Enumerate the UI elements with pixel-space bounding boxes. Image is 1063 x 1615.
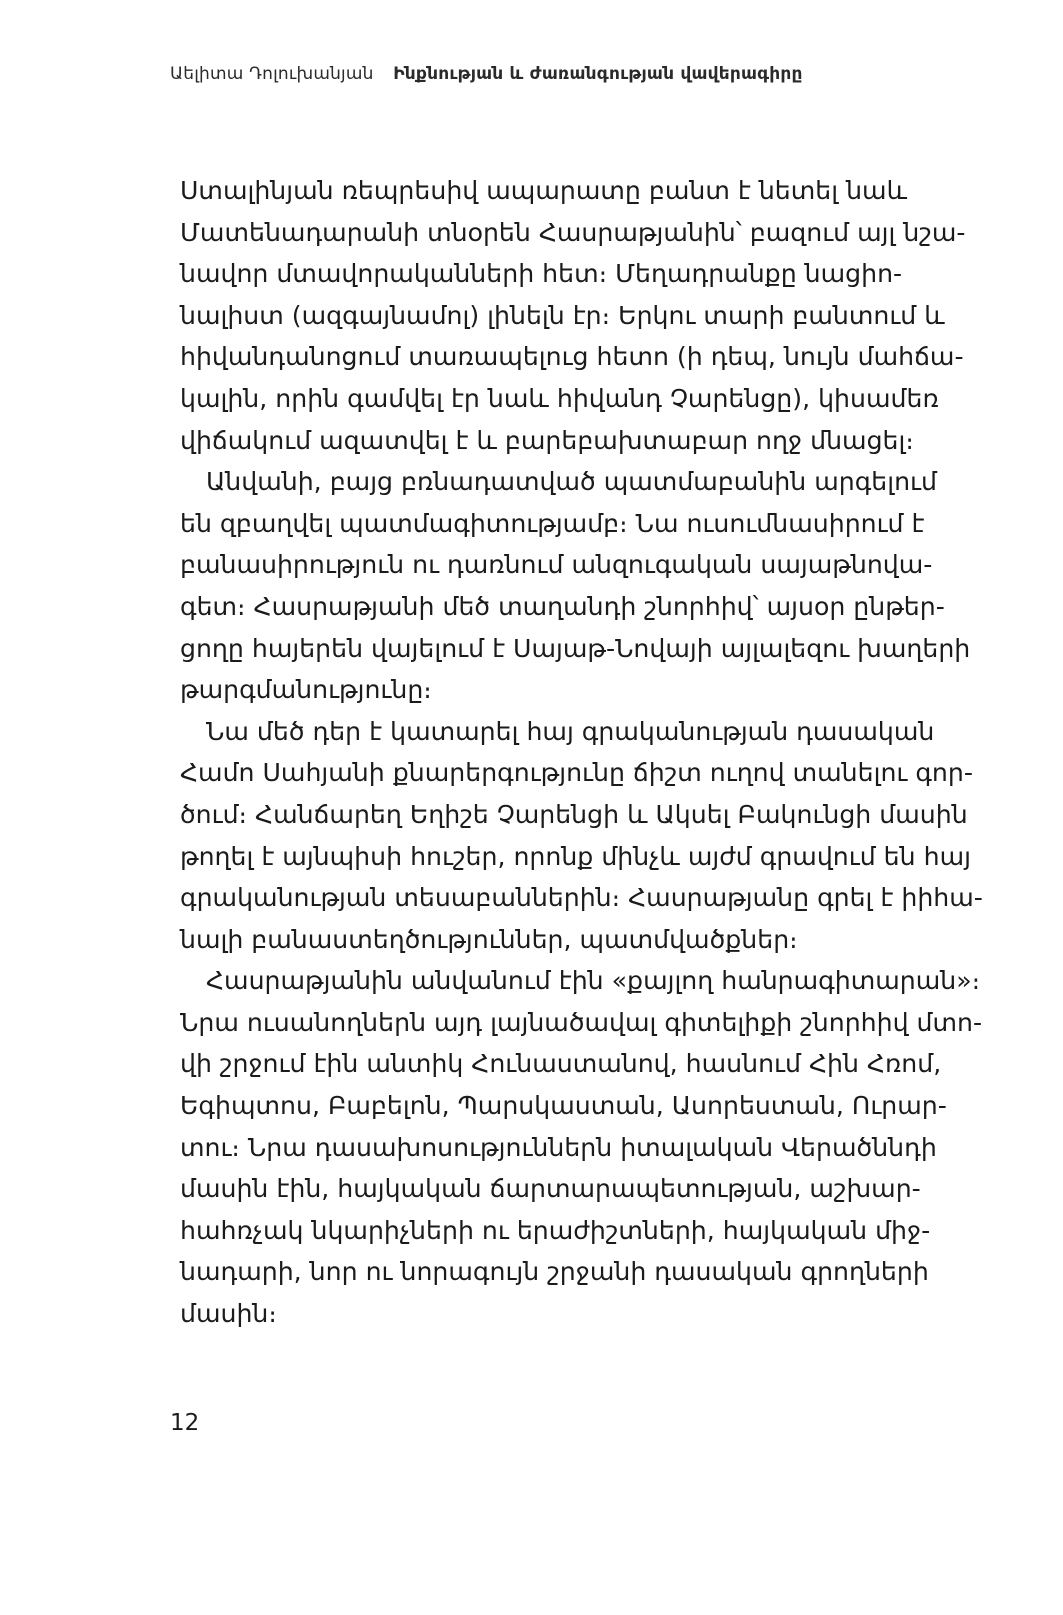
text-line: նավոր մտավորականների հետ։ Մեղադրանքը նացիո- <box>180 259 903 289</box>
text-line: թարգմանությունը։ <box>180 675 432 705</box>
running-header <box>170 64 803 84</box>
text-line: կալին, որին գամվել էր նաև հիվանդ Չարենցը), կիսամեռ <box>180 383 939 413</box>
text-line: Մատենադարանի տնօրեն Հասրաթյանին՝ բազում այլ նշա- <box>180 217 966 247</box>
text-line: Նա մեծ դեր է կատարել հայ գրականության դասական <box>206 716 935 746</box>
text-line: Համո Սահյանի քնարերգությունը ճիշտ ուղով տանելու գոր- <box>180 758 973 788</box>
text-line: մասին։ <box>180 1299 277 1329</box>
text-line: գրականության տեսաբաններին։ Հասրաթյանը գրել է իիհա- <box>180 883 983 913</box>
header-author: Աելիտա Դոլուխանյան <box>170 64 374 84</box>
text-line: նադարի, նոր ու նորագույն շրջանի դասական գրողների <box>180 1257 929 1287</box>
text-line: ծում։ Հանճարեղ Եղիշե Չարենցի և Ակսել Բակունցի մասին <box>180 799 968 829</box>
text-line: նալիստ (ազգայնամոլ) լինելն էր։ Երկու տարի բանտում և <box>180 300 945 330</box>
header-book-title: Ինքնության և ժառանգության վավերագիրը <box>393 64 803 84</box>
text-line: Հասրաթյանին անվանում էին «քայլող հանրագիտարան»։ <box>206 966 981 996</box>
text-line: հիվանդանոցում տառապելուց հետո (ի դեպ, նույն մահճա- <box>180 342 964 372</box>
text-line: Եգիպտոս, Բաբելոն, Պարսկաստան, Ասորեստան, Ուրար- <box>180 1091 947 1121</box>
text-line: թողել է այնպիսի հուշեր, որոնք մինչև այժմ գրավում են հայ <box>180 841 971 871</box>
text-line: գետ։ Հասրաթյանի մեծ տաղանդի շնորհիվ՝ այսօր ընթեր- <box>180 591 945 621</box>
text-line: նալի բանաստեղծություններ, պատմվածքներ։ <box>180 924 798 954</box>
text-line: Անվանի, բայց բռնադատված պատմաբանին արգելում <box>206 467 937 497</box>
text-line: մասին էին, հայկական ճարտարապետության, աշխար- <box>180 1174 921 1204</box>
text-line: հահռչակ նկարիչների ու երաժիշտների, հայկական միջ- <box>180 1215 931 1245</box>
text-line: վի շրջում էին անտիկ Հունաստանով, հասնում Հին Հռոմ, <box>180 1049 942 1079</box>
text-line: վիճակում ազատվել է և բարեբախտաբար ողջ մնացել։ <box>180 425 914 455</box>
text-line: Ստալինյան ռեպրեսիվ ապարատը բանտ է նետել նաև <box>180 176 908 205</box>
body-text <box>180 170 983 1335</box>
text-line: բանասիրություն ու դառնում անզուգական սայաթնովա- <box>180 550 933 580</box>
text-line: տու։ Նրա դասախոսություններն իտալական Վերածննդի <box>180 1132 937 1162</box>
text-line: ցողը հայերեն վայելում է Սայաթ-Նովայի այլալեզու խաղերի <box>180 633 971 663</box>
text-line: Նրա ուսանողներն այդ լայնածավալ գիտելիքի շնորհիվ մտո- <box>180 1007 983 1037</box>
text-line: են զբաղվել պատմագիտությամբ։ Նա ուսումնասիրում է <box>180 508 925 538</box>
page-number: 12 <box>170 1410 200 1436</box>
